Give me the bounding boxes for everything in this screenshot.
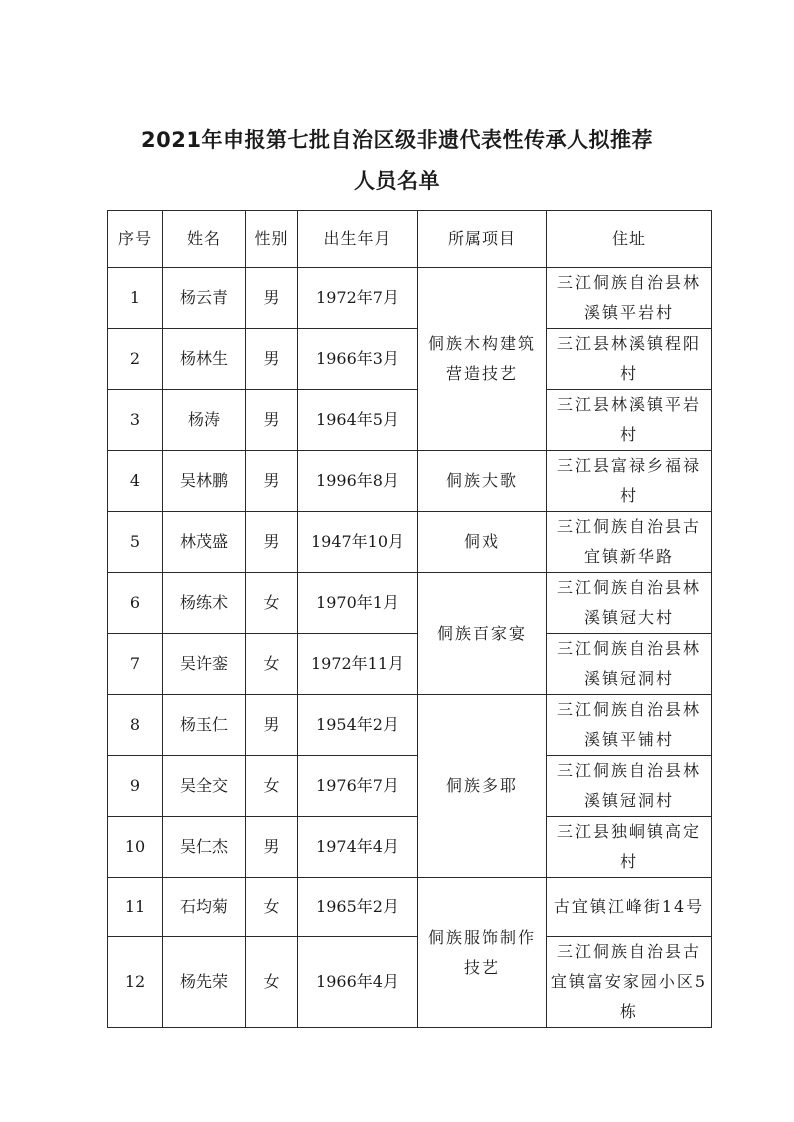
table-row (108, 756, 712, 817)
cell-no: 9 (108, 756, 163, 817)
cell-gender: 男 (246, 451, 298, 512)
cell-name: 林茂盛 (163, 512, 246, 573)
cell-gender: 男 (246, 817, 298, 878)
cell-no: 12 (108, 937, 163, 1028)
header-address: 住址 (547, 211, 712, 268)
cell-name: 杨练术 (163, 573, 246, 634)
cell-address: 三江侗族自治县林溪镇冠大村 (547, 573, 712, 634)
cell-name: 杨先荣 (163, 937, 246, 1028)
table-row (108, 817, 712, 878)
cell-project: 侗族多耶 (418, 695, 547, 878)
cell-gender: 男 (246, 695, 298, 756)
table-row (108, 634, 712, 695)
cell-gender: 女 (246, 756, 298, 817)
cell-birth: 1947年10月 (298, 512, 418, 573)
cell-no: 10 (108, 817, 163, 878)
cell-gender: 女 (246, 634, 298, 695)
cell-name: 吴仁杰 (163, 817, 246, 878)
cell-birth: 1972年11月 (298, 634, 418, 695)
cell-gender: 男 (246, 390, 298, 451)
cell-birth: 1976年7月 (298, 756, 418, 817)
document-title-line2: 人员名单 (354, 169, 440, 193)
cell-gender: 女 (246, 573, 298, 634)
cell-birth: 1970年1月 (298, 573, 418, 634)
cell-gender: 女 (246, 878, 298, 937)
cell-address: 三江侗族自治县林溪镇冠洞村 (547, 634, 712, 695)
cell-no: 2 (108, 329, 163, 390)
cell-birth: 1966年3月 (298, 329, 418, 390)
cell-no: 6 (108, 573, 163, 634)
nominee-table (107, 210, 712, 1028)
cell-no: 8 (108, 695, 163, 756)
cell-project: 侗族大歌 (418, 451, 547, 512)
cell-address: 三江侗族自治县林溪镇平铺村 (547, 695, 712, 756)
cell-address: 三江县独峒镇高定村 (547, 817, 712, 878)
cell-project: 侗族百家宴 (418, 573, 547, 695)
cell-address: 三江侗族自治县古宜镇富安家园小区5栋 (547, 937, 712, 1028)
cell-birth: 1996年8月 (298, 451, 418, 512)
cell-gender: 女 (246, 937, 298, 1028)
cell-project: 侗族服饰制作技艺 (418, 878, 547, 1028)
cell-name: 杨涛 (163, 390, 246, 451)
cell-birth: 1972年7月 (298, 268, 418, 329)
cell-no: 11 (108, 878, 163, 937)
cell-name: 杨云青 (163, 268, 246, 329)
cell-address: 三江县富禄乡福禄村 (547, 451, 712, 512)
header-no: 序号 (108, 211, 163, 268)
cell-address: 三江县林溪镇程阳村 (547, 329, 712, 390)
cell-no: 4 (108, 451, 163, 512)
cell-name: 杨林生 (163, 329, 246, 390)
cell-address: 三江县林溪镇平岩村 (547, 390, 712, 451)
header-project: 所属项目 (418, 211, 547, 268)
cell-birth: 1964年5月 (298, 390, 418, 451)
table-row (108, 390, 712, 451)
cell-gender: 男 (246, 512, 298, 573)
cell-no: 7 (108, 634, 163, 695)
table-row (108, 329, 712, 390)
table-row (108, 512, 712, 573)
cell-no: 5 (108, 512, 163, 573)
cell-birth: 1965年2月 (298, 878, 418, 937)
cell-no: 1 (108, 268, 163, 329)
cell-birth: 1974年4月 (298, 817, 418, 878)
cell-gender: 男 (246, 268, 298, 329)
cell-name: 杨玉仁 (163, 695, 246, 756)
cell-no: 3 (108, 390, 163, 451)
cell-gender: 男 (246, 329, 298, 390)
cell-name: 吴全交 (163, 756, 246, 817)
cell-address: 古宜镇江峰街14号 (547, 878, 712, 937)
cell-name: 石均菊 (163, 878, 246, 937)
cell-name: 吴林鹏 (163, 451, 246, 512)
cell-address: 三江侗族自治县林溪镇冠洞村 (547, 756, 712, 817)
header-birth: 出生年月 (298, 211, 418, 268)
table-row (108, 573, 712, 634)
table-row (108, 451, 712, 512)
table-row (108, 695, 712, 756)
table-row (108, 268, 712, 329)
cell-project: 侗戏 (418, 512, 547, 573)
cell-project: 侗族木构建筑营造技艺 (418, 268, 547, 451)
cell-address: 三江侗族自治县古宜镇新华路 (547, 512, 712, 573)
table-row (108, 878, 712, 937)
header-gender: 性别 (246, 211, 298, 268)
header-name: 姓名 (163, 211, 246, 268)
cell-name: 吴许銮 (163, 634, 246, 695)
table-row (108, 937, 712, 1028)
cell-address: 三江侗族自治县林溪镇平岩村 (547, 268, 712, 329)
cell-birth: 1954年2月 (298, 695, 418, 756)
cell-birth: 1966年4月 (298, 937, 418, 1028)
document-title-line1: 2021年申报第七批自治区级非遗代表性传承人拟推荐 (141, 128, 653, 152)
table-header-row (108, 211, 712, 268)
